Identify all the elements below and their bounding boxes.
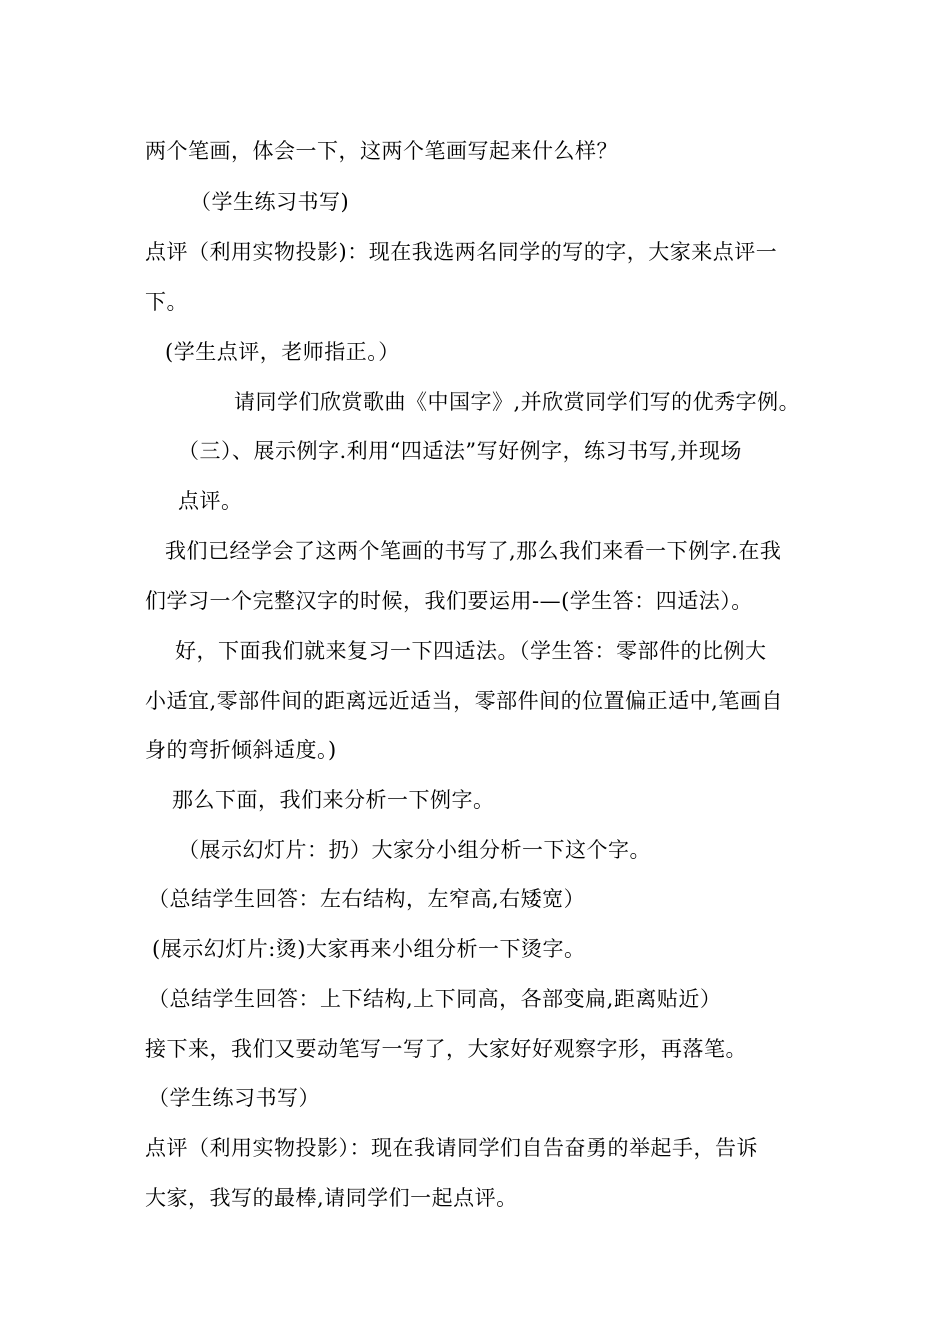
text-line-15: （展示幻灯片：扔）大家分小组分析一下这个字。 [178, 838, 651, 862]
text-line-7: （三）、展示例字.利用“四适法”写好例字，练习书写,并现场 [178, 439, 742, 463]
text-line-5: (学生点评，老师指正。） [165, 340, 400, 364]
text-line-8: 点评。 [178, 489, 243, 513]
text-line-10: 们学习一个完整汉字的时候，我们要运用-—(学生答：四适法）。 [145, 589, 753, 613]
text-line-21: 点评（利用实物投影）：现在我请同学们自告奋勇的举起手，告诉 [145, 1136, 758, 1160]
text-line-17: (展示幻灯片:烫)大家再来小组分析一下烫字。 [152, 937, 586, 961]
text-line-2: （学生练习书写) [190, 190, 350, 214]
text-line-1: 两个笔画，体会一下，这两个笔画写起来什么样？ [145, 139, 618, 163]
text-line-9: 我们已经学会了这两个笔画的书写了,那么我们来看一下例字.在我 [165, 539, 782, 563]
text-line-20: （学生练习书写） [148, 1086, 320, 1110]
text-line-12: 小适宜,零部件间的距离远近适当，零部件间的位置偏正适中,笔画自 [145, 689, 783, 713]
text-line-3: 点评（利用实物投影)：现在我选两名同学的写的字，大家来点评一 [145, 240, 778, 264]
text-line-14: 那么下面，我们来分析一下例字。 [172, 788, 495, 812]
text-line-16: （总结学生回答：左右结构，左窄高,右矮宽） [148, 887, 586, 911]
text-line-18: （总结学生回答：上下结构,上下同高，各部变扁,距离贴近） [148, 987, 722, 1011]
text-line-6: 请同学们欣赏歌曲《中国字》,并欣赏同学们写的优秀字例。 [234, 390, 801, 414]
text-line-19: 接下来，我们又要动笔写一写了，大家好好观察字形，再落笔。 [145, 1037, 747, 1061]
text-line-22: 大家，我写的最棒,请同学们一起点评。 [145, 1186, 518, 1210]
text-line-4: 下。 [145, 290, 188, 314]
text-line-13: 身的弯折倾斜适度。) [145, 738, 337, 762]
text-line-11: 好，下面我们就来复习一下四适法。（学生答：零部件的比例大 [175, 639, 767, 663]
